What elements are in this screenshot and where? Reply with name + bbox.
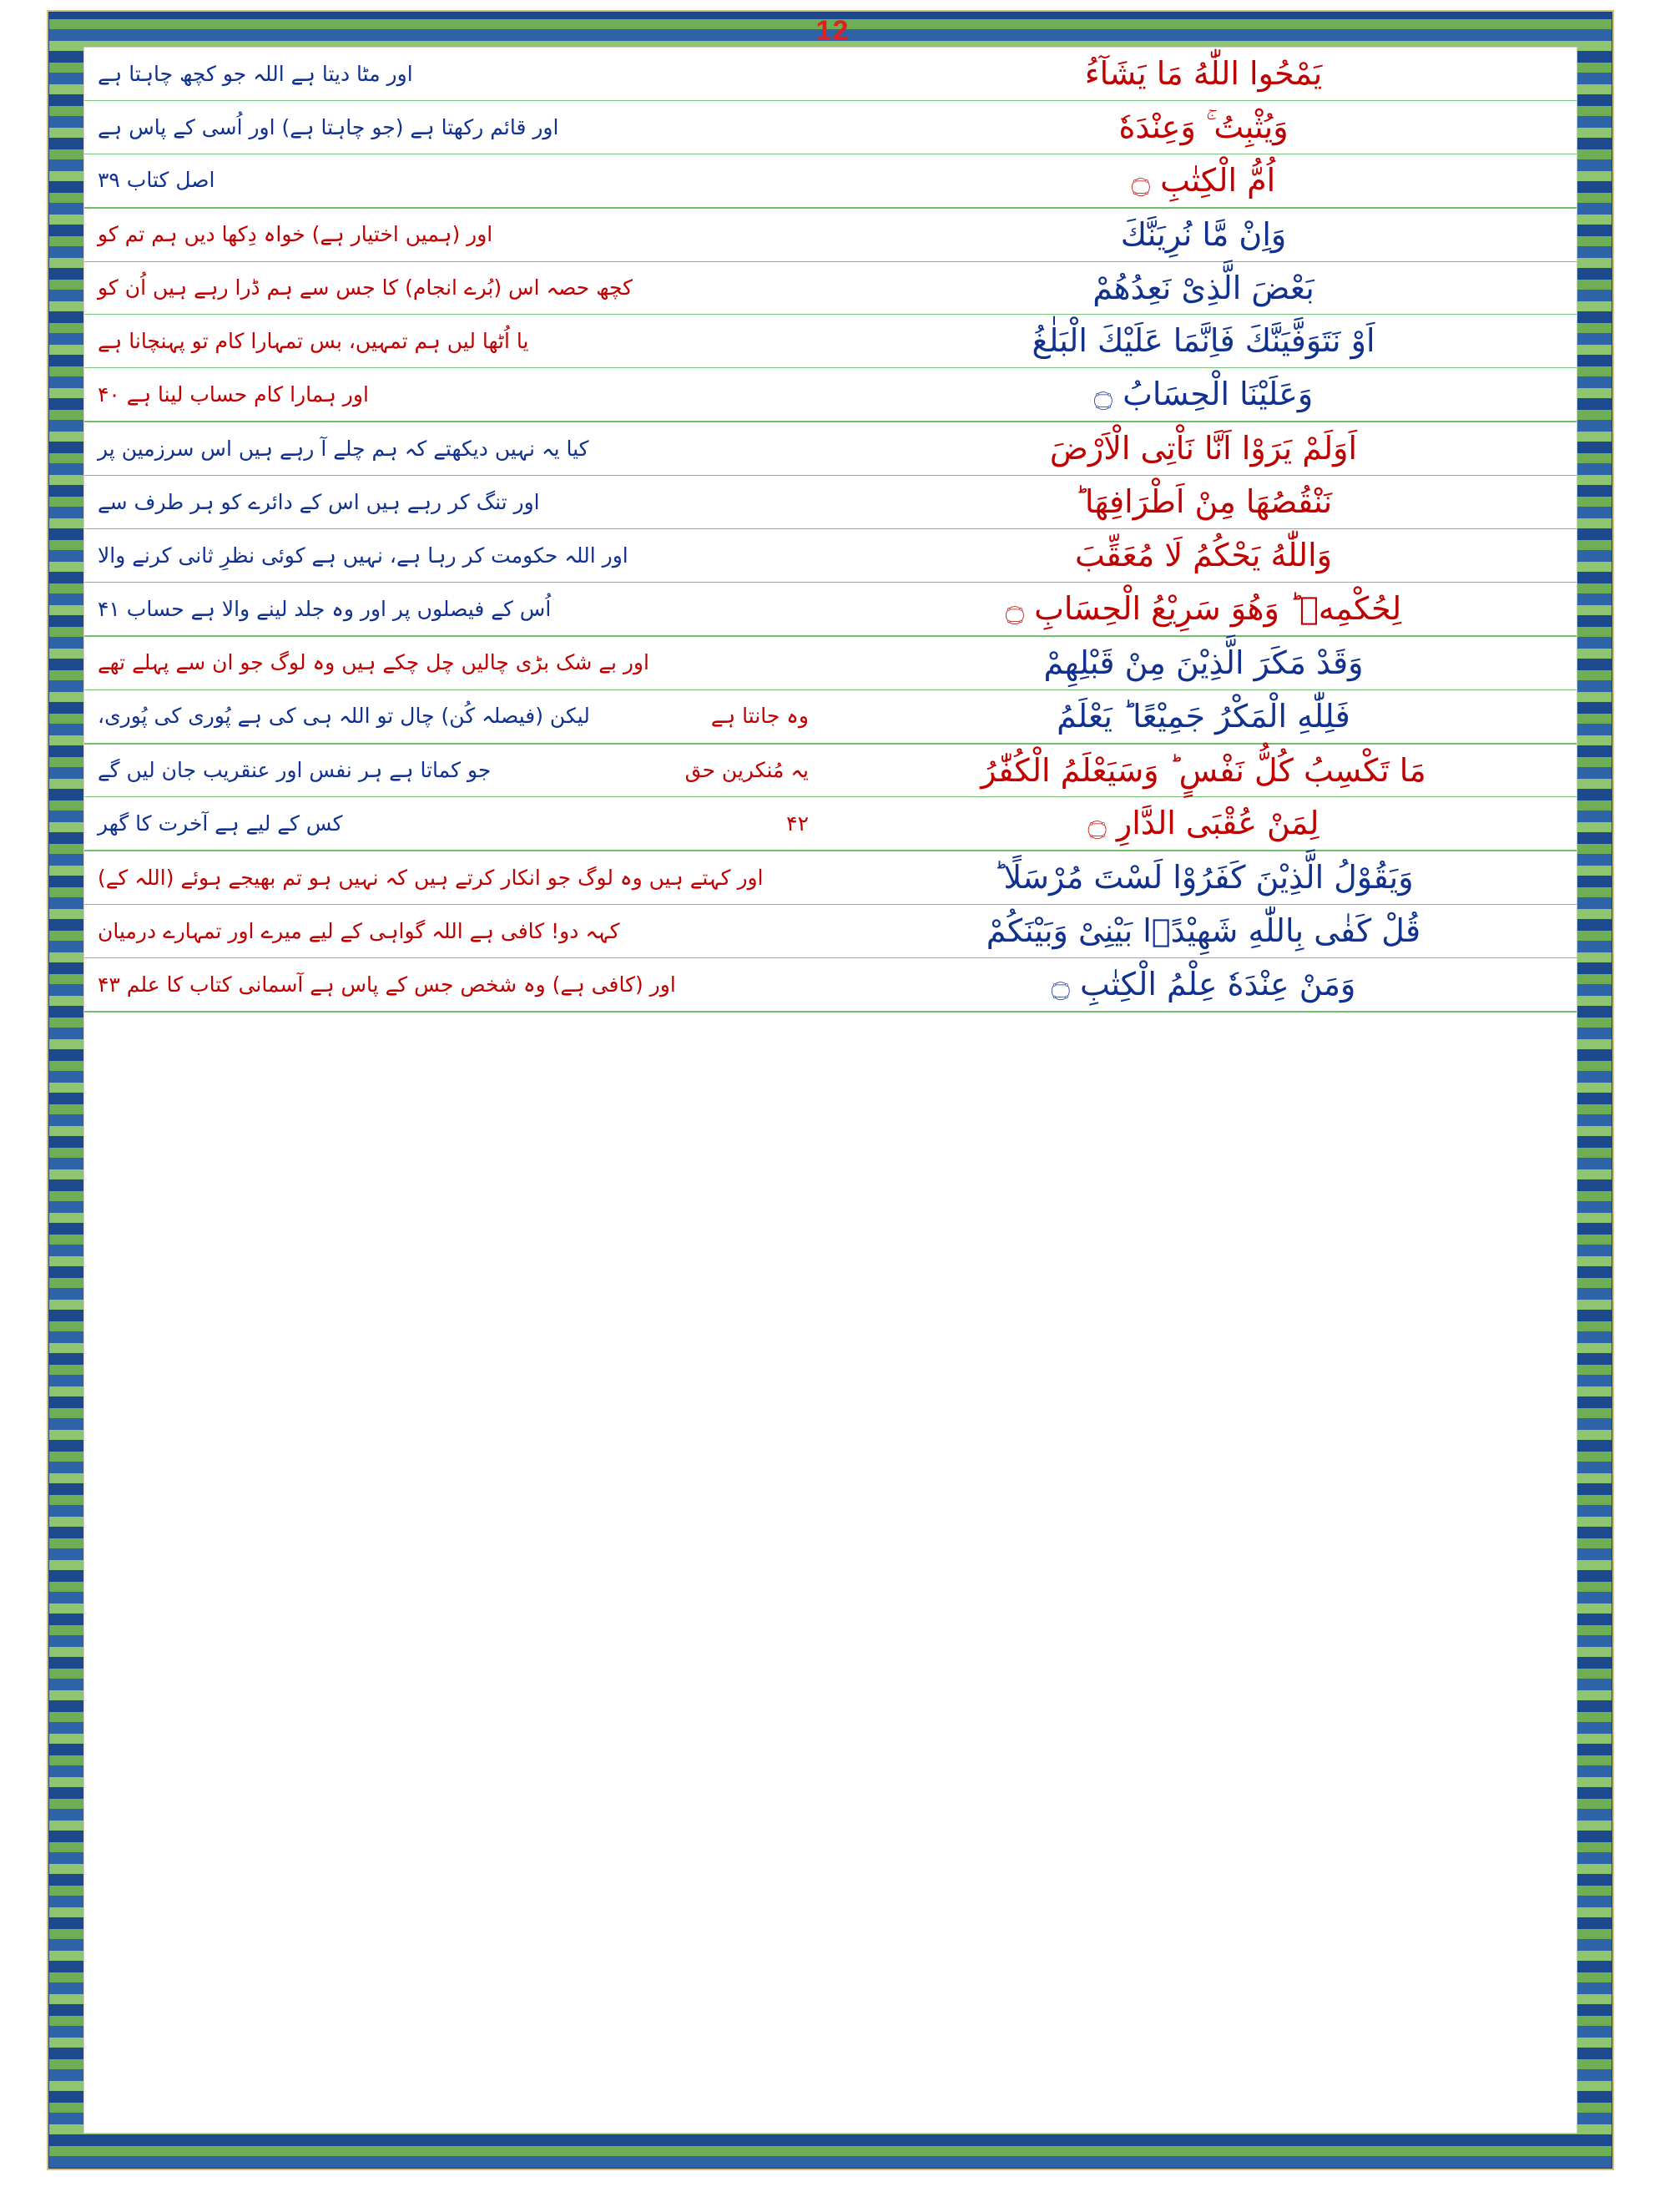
urdu-text: اور بے شک بڑی چالیں چل چکے ہیں وہ لوگ جو ان سے پہلے تھے (98, 650, 649, 675)
urdu-text: یا اُٹھا لیں ہم تمہیں، بس تمہارا کام تو پہنچانا ہے (98, 329, 529, 354)
arabic-ayah-text (830, 476, 1577, 528)
urdu-segment-right: لیکن (فیصلہ کُن) چال تو اللہ ہی کی ہے پُوری کی پُوری، (98, 704, 590, 729)
page-content-area (83, 47, 1577, 2134)
urdu-split-wrapper (98, 808, 809, 840)
arabic-ayah-text (830, 797, 1577, 850)
arabic-ayah-text (830, 209, 1577, 261)
urdu-text: اور کہتے ہیں وہ لوگ جو انکار کرتے ہیں کہ نہیں ہو تم بھیجے ہوئے (اللہ کے) (98, 866, 764, 891)
verse-line-row (84, 262, 1577, 316)
urdu-translation (84, 209, 830, 261)
arabic-ayah-text (830, 154, 1577, 207)
arabic-text: مَا تَكْسِبُ كُلُّ نَفْسٍ ؕ وَسَيَعْلَمُ الْكُفّٰرُ (981, 751, 1426, 789)
arabic-text: لِمَنْ عُقْبَى الدَّارِ ۝ (1087, 805, 1319, 842)
arabic-ayah-text (830, 745, 1577, 797)
urdu-translation (84, 315, 830, 367)
verse-line-row (84, 315, 1577, 368)
urdu-translation (84, 154, 830, 207)
arabic-ayah-text (830, 101, 1577, 154)
urdu-text: اور (کافی ہے) وہ شخص جس کے پاس ہے آسمانی کتاب کا علم ۴۳ (98, 972, 676, 997)
urdu-text: اُس کے فیصلوں پر اور وہ جلد لینے والا ہے حساب ۴۱ (98, 596, 552, 621)
verse-line-row (84, 797, 1577, 851)
verse-line-row (84, 583, 1577, 637)
verse-line-row (84, 745, 1577, 798)
urdu-text: اور ہمارا کام حساب لینا ہے ۴۰ (98, 382, 369, 407)
urdu-text: اصل کتاب ۳۹ (98, 168, 215, 193)
arabic-text: وَاِنْ مَّا نُرِيَنَّكَ (1120, 215, 1287, 253)
arabic-text: اَوَلَمْ يَرَوْا اَنَّا نَاْتِى الْاَرْضَ (1049, 430, 1358, 467)
arabic-ayah-text (830, 851, 1577, 904)
arabic-ayah-text (830, 958, 1577, 1011)
urdu-text: کہہ دو! کافی ہے اللہ گواہی کے لیے میرے اور تمہارے درمیان (98, 918, 620, 943)
arabic-text: اَوْ نَتَوَفَّيَنَّكَ فَاِنَّمَا عَلَيْكَ الْبَلٰغُ (1032, 322, 1375, 360)
urdu-translation (84, 262, 830, 315)
arabic-text: فَلِلّٰهِ الْمَكْرُ جَمِيْعًا ؕ يَعْلَمُ (1057, 697, 1350, 735)
urdu-translation (84, 583, 830, 635)
verse-line-row (84, 690, 1577, 745)
verse-line-row (84, 422, 1577, 476)
urdu-translation (84, 48, 830, 100)
page-bottom-space (84, 1013, 1577, 1138)
urdu-translation (84, 958, 830, 1011)
arabic-ayah-text (830, 583, 1577, 635)
urdu-translation (84, 851, 830, 904)
arabic-text: وَيُثْبِتُ ۚ وَعِنْدَهٗ (1118, 108, 1289, 145)
arabic-text: نَنْقُصُهَا مِنْ اَطْرَافِهَا ؕ (1074, 483, 1333, 521)
urdu-text: اور تنگ کر رہے ہیں اس کے دائرے کو ہر طرف سے (98, 489, 540, 514)
urdu-translation (84, 637, 830, 689)
arabic-text: وَمَنْ عِنْدَهٗ عِلْمُ الْكِتٰبِ ۝ (1051, 966, 1356, 1003)
urdu-text: کیا یہ نہیں دیکھتے کہ ہم چلے آ رہے ہیں اس سرزمین پر (98, 436, 589, 461)
urdu-text: اور مٹا دیتا ہے اللہ جو کچھ چاہتا ہے (98, 61, 413, 86)
urdu-split-wrapper (98, 755, 809, 786)
urdu-translation (84, 368, 830, 421)
arabic-text: اُمُّ الْكِتٰبِ ۝ (1131, 161, 1276, 199)
arabic-ayah-text (830, 529, 1577, 582)
arabic-ayah-text (830, 368, 1577, 421)
urdu-segment-left: ۴۲ (786, 811, 809, 836)
arabic-ayah-text (830, 690, 1577, 743)
verse-line-row (84, 529, 1577, 583)
arabic-ayah-text (830, 315, 1577, 367)
verse-line-row (84, 851, 1577, 905)
urdu-translation (84, 797, 830, 850)
urdu-segment-right: جو کماتا ہے ہر نفس اور عنقریب جان لیں گے (98, 758, 492, 783)
urdu-translation (84, 422, 830, 475)
verse-line-row (84, 154, 1577, 209)
arabic-ayah-text (830, 905, 1577, 957)
verse-line-row (84, 958, 1577, 1013)
urdu-translation (84, 529, 830, 582)
verse-line-row (84, 637, 1577, 690)
page-number: 12 (815, 15, 850, 47)
arabic-text: قُلْ كَفٰى بِاللّٰهِ شَهِيْدًۢا بَيْنِىْ وَبَيْنَكُمْ (986, 912, 1421, 950)
urdu-segment-left: وہ جانتا ہے (710, 704, 809, 729)
urdu-text: اور اللہ حکومت کر رہا ہے، نہیں ہے کوئی نظرِ ثانی کرنے والا (98, 543, 628, 568)
urdu-translation (84, 905, 830, 957)
verse-line-row (84, 476, 1577, 529)
urdu-translation (84, 476, 830, 528)
verse-line-row (84, 48, 1577, 101)
arabic-text: وَيَقُوْلُ الَّذِيْنَ كَفَرُوْا لَسْتَ مُرْسَلًا ؕ (993, 859, 1414, 896)
urdu-translation (84, 101, 830, 154)
arabic-text: وَاللّٰهُ يَحْكُمُ لَا مُعَقِّبَ (1075, 537, 1332, 574)
urdu-text: کچھ حصہ اس (بُرے انجام) کا جس سے ہم ڈرا رہے ہیں اُن کو (98, 275, 633, 300)
arabic-text: وَقَدْ مَكَرَ الَّذِيْنَ مِنْ قَبْلِهِمْ (1043, 644, 1364, 681)
urdu-text: اور قائم رکھتا ہے (جو چاہتا ہے) اور اُسی کے پاس ہے (98, 114, 559, 139)
urdu-text: اور (ہمیں اختیار ہے) خواہ دِکھا دیں ہم تم کو (98, 222, 493, 247)
urdu-translation (84, 745, 830, 797)
arabic-ayah-text (830, 422, 1577, 475)
arabic-ayah-text (830, 262, 1577, 315)
urdu-split-wrapper (98, 700, 809, 732)
urdu-translation (84, 690, 830, 743)
arabic-ayah-text (830, 48, 1577, 100)
urdu-segment-left: یہ مُنکرین حق (684, 758, 809, 783)
verse-line-row (84, 905, 1577, 958)
verse-line-row (84, 368, 1577, 422)
arabic-text: لِحُكْمِهٖ ؕ وَهُوَ سَرِيْعُ الْحِسَابِ ۝ (1005, 589, 1402, 627)
arabic-text: يَمْحُوا اللّٰهُ مَا يَشَآءُ (1084, 55, 1323, 92)
arabic-text: بَعْضَ الَّذِىْ نَعِدُهُمْ (1092, 269, 1314, 306)
urdu-segment-right: کس کے لیے ہے آخرت کا گھر (98, 811, 343, 836)
verse-line-row (84, 101, 1577, 154)
verse-lines-container (84, 48, 1577, 1138)
arabic-text: وَعَلَيْنَا الْحِسَابُ ۝ (1093, 376, 1314, 413)
arabic-ayah-text (830, 637, 1577, 689)
verse-line-row (84, 209, 1577, 262)
